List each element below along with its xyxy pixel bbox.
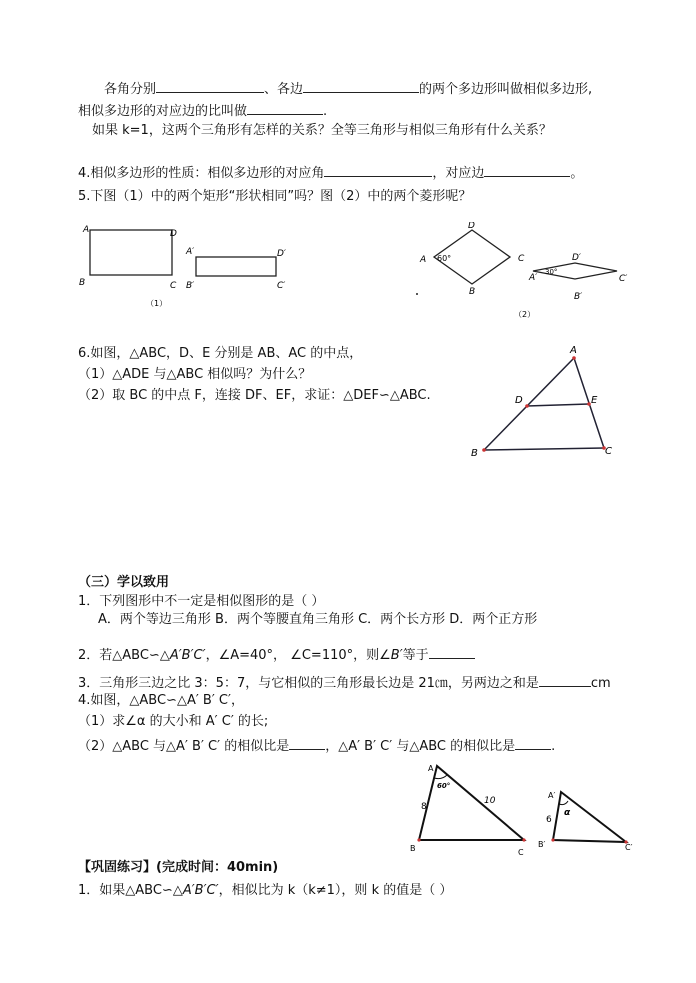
rhombus1-angle: 60°	[437, 254, 452, 263]
practice-q1-text: ，相似比为 k（k≠1），则 k 的值是（ ）	[218, 883, 453, 898]
answer-blank[interactable]	[539, 672, 591, 687]
definition-line-1	[104, 78, 592, 99]
question-6-part-1	[78, 366, 311, 384]
s3-question-3	[78, 672, 611, 693]
rhombus1-label-c: C	[518, 254, 525, 264]
label-c-prime: C′	[277, 281, 286, 291]
answer-blank[interactable]	[303, 78, 419, 93]
answer-blank[interactable]	[247, 100, 323, 115]
label-a: A	[83, 225, 90, 235]
angle-60: 60°	[437, 782, 451, 790]
label-d: D	[515, 395, 523, 406]
answer-blank[interactable]	[429, 644, 475, 659]
angle-alpha: α	[564, 808, 571, 818]
angle-arc-a	[434, 775, 447, 779]
point-c	[522, 838, 525, 841]
q5-text: 5.下图（1）中的两个矩形“形状相同”吗？图（2）中的两个菱形呢？	[78, 189, 472, 204]
similar-triangles-figure	[404, 758, 644, 858]
rhombus2-label-a: A′	[529, 273, 538, 283]
s3-q4-text: 4.如图，△ABC∽△A′ B′ C′，	[78, 693, 244, 708]
rhombus2-angle: 30°	[545, 268, 558, 276]
s3-question-2	[78, 644, 475, 665]
s3-q2-prime: A′B′C′	[169, 648, 206, 663]
definition-question: 如果 k=1，这两个三角形有怎样的关系？全等三角形与相似三角形有什么关系？	[92, 123, 552, 138]
rectangle-abcd	[90, 230, 172, 275]
rhombus2-label-c: C′	[619, 274, 628, 284]
rectangle-a-prime	[196, 257, 276, 276]
side-bc	[484, 448, 604, 450]
q4-text: 4.相似多边形的性质：相似多边形的对应角	[78, 166, 325, 181]
label-b-prime: B′	[538, 840, 546, 849]
s3-q3-text: 3．三角形三边之比 3：5：7，与它相似的三角形最长边是 21㎝，另两边之和是	[78, 676, 539, 691]
side-a-prime-b-prime-length: 6	[546, 815, 552, 825]
s3-question-4-part-1	[78, 713, 268, 731]
s3-q4-sub2: ，△A′ B′ C′ 与△ABC 的相似比是	[325, 739, 516, 754]
label-b: B	[79, 278, 86, 288]
period: .	[323, 104, 328, 119]
rhombus-figure	[412, 222, 644, 322]
label-e: E	[591, 395, 598, 406]
definition-text-1: 各角分别	[104, 82, 157, 97]
label-c: C	[605, 446, 612, 457]
s3-q2-text: 2．若△ABC∽△	[78, 648, 170, 663]
triangle-abc-figure	[464, 340, 624, 465]
practice-title	[78, 859, 278, 877]
s3-question-4	[78, 692, 244, 710]
rhombus1-label-b: B	[469, 287, 476, 297]
rhombus2-label-d: D′	[572, 253, 581, 263]
answer-blank[interactable]	[156, 78, 264, 93]
practice-q1-text: 1．如果△ABC∽△	[78, 883, 183, 898]
label-d-prime: D′	[277, 249, 286, 259]
question-4	[78, 162, 583, 183]
q4-text: ，对应边	[432, 166, 485, 181]
rhombus1-label-a: A	[420, 255, 427, 265]
rectangles-figure	[74, 220, 304, 315]
practice-title-text: 【巩固练习】(完成时间：40min)	[78, 860, 279, 875]
definition-line-3	[92, 122, 552, 140]
q6-text: 6.如图，△ABC，D、E 分别是 AB、AC 的中点，	[78, 346, 363, 361]
s3-q2-bprime: B′	[390, 648, 403, 663]
q6-sub2: （2）取 BC 的中点 F，连接 DF、EF，求证：△DEF∽△ABC.	[78, 388, 431, 403]
point-a	[572, 356, 576, 360]
label-b-prime: B′	[186, 281, 195, 291]
side-ab-length: 8	[421, 802, 427, 812]
practice-q1-prime: A′B′C′	[182, 883, 219, 898]
rhombus1-label-d: D	[468, 222, 475, 231]
answer-blank[interactable]	[289, 735, 325, 750]
s3-question-4-part-2	[78, 735, 555, 756]
answer-blank[interactable]	[324, 162, 432, 177]
point-b-prime	[551, 838, 554, 841]
segment-de	[527, 404, 589, 406]
point-dot	[416, 293, 418, 295]
point-b	[482, 448, 486, 452]
question-5	[78, 188, 471, 206]
q4-text: 。	[570, 166, 584, 181]
s3-q1-options: A．两个等边三角形 B．两个等腰直角三角形 C．两个长方形 D．两个正方形	[98, 612, 538, 627]
s3-q2-text: ，∠A=40°， ∠C=110°，则∠	[205, 648, 391, 663]
label-d: D	[170, 229, 177, 239]
s3-q2-text: 等于	[402, 648, 429, 663]
label-c-prime: C′	[625, 843, 633, 852]
label-a-prime: A′	[548, 791, 556, 800]
answer-blank[interactable]	[515, 735, 551, 750]
label-c: C	[170, 281, 177, 291]
label-a: A	[570, 345, 577, 356]
definition-text-3: 的两个多边形叫做相似多边形,	[419, 82, 593, 97]
practice-question-1	[78, 882, 452, 900]
s3-question-1-options	[98, 611, 537, 629]
label-a-prime: A′	[186, 247, 195, 257]
triangle-abc	[419, 766, 524, 840]
label-c: C	[518, 848, 524, 857]
s3-q4-sub1: （1）求∠α 的大小和 A′ C′ 的长;	[78, 714, 269, 729]
s3-q1-text: 1．下列图形中不一定是相似图形的是（ ）	[78, 594, 325, 609]
rhombus2-label-b: B′	[574, 292, 583, 302]
s3-q4-sub2: （2）△ABC 与△A′ B′ C′ 的相似比是	[78, 739, 290, 754]
label-a: A	[428, 764, 434, 773]
section-title: （三）学以致用	[78, 575, 170, 590]
s3-q3-unit: cm	[590, 676, 611, 691]
definition-text-2: 、各边	[264, 82, 304, 97]
definition-text-4: 相似多边形的对应边的比叫做	[78, 104, 248, 119]
side-ab	[484, 358, 574, 450]
side-ac-length: 10	[484, 796, 496, 806]
figure-caption-1: （1）	[146, 299, 168, 308]
question-6-part-2	[78, 387, 431, 405]
label-b: B	[410, 844, 416, 853]
s3-question-1	[78, 593, 324, 611]
label-b: B	[471, 448, 478, 459]
question-6	[78, 345, 362, 363]
point-b	[417, 838, 420, 841]
section-3-title	[78, 574, 169, 592]
point-d	[525, 404, 529, 408]
definition-line-2	[78, 100, 327, 121]
period: .	[551, 739, 556, 754]
figure-caption-2: （2）	[514, 310, 536, 319]
q6-sub1: （1）△ADE 与△ABC 相似吗？为什么？	[78, 367, 312, 382]
answer-blank[interactable]	[484, 162, 570, 177]
